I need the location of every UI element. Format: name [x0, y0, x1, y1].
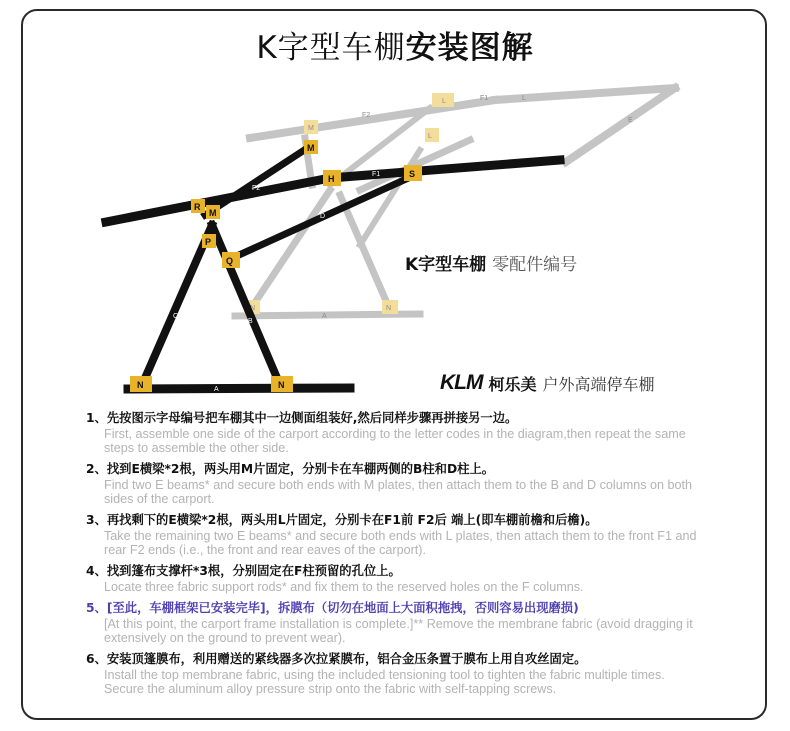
parts-label	[405, 250, 577, 275]
front-brace-m	[205, 145, 312, 215]
front-post-b	[142, 225, 212, 385]
brand	[440, 371, 655, 395]
step-6	[86, 651, 706, 698]
step-5-zh: 5、[至此，车棚框架已安装完毕]，拆膜布（切勿在地面上大面积拖拽，否则容易出现磨损)	[86, 601, 579, 615]
step-1	[86, 410, 706, 457]
label-b: B	[248, 318, 253, 325]
label-f2-back: F2	[362, 112, 371, 119]
label-e-right: E	[628, 117, 633, 124]
step-1-en: First, assemble one side of the carport according to the letter codes in the diagram,then repeat the same steps to assemble the other side.	[104, 427, 686, 455]
label-l-side: L	[428, 133, 432, 140]
step-5	[86, 600, 706, 647]
brand-tagline: 户外高端停车棚	[542, 374, 655, 394]
parts-label-normal: 零配件编号	[492, 255, 578, 275]
front-base-a	[128, 388, 350, 389]
label-m-back: M	[308, 125, 314, 132]
front-beam-f1	[330, 160, 560, 178]
label-c: C	[173, 313, 179, 320]
step-3	[86, 512, 706, 559]
step-4-en: Locate three fabric support rods* and fix them to the reserved holes on the F columns.	[104, 580, 584, 594]
step-3-en: Take the remaining two E beams* and secure both ends with L plates, then attach them to the front F1 and rear F2 ends (i.e., the front and rear eaves of the carport).	[104, 529, 697, 557]
back-frame	[235, 88, 675, 316]
label-s: S	[409, 169, 416, 179]
back-base-a	[235, 314, 420, 316]
parts-label-bold: K字型车棚	[405, 255, 487, 275]
title-normal: K字型车棚	[256, 30, 406, 66]
label-q: Q	[226, 256, 234, 266]
label-p: P	[205, 237, 212, 247]
label-r: R	[194, 202, 201, 212]
title-bold: 安装图解	[405, 30, 534, 66]
step-5-en: [At this point, the carport frame installation is complete.]** Remove the membrane fabric (avoid dragging it extensively on the ground to prevent wear).	[104, 617, 693, 645]
brand-name: 柯乐美	[488, 374, 537, 394]
step-3-zh: 3、再找剩下的E横梁*2根，两头用L片固定，分别卡在F1前 F2后 端上(即车棚前檐和后檐)。	[86, 513, 598, 527]
back-post-b	[250, 190, 330, 310]
label-a-front: A	[214, 386, 219, 393]
step-4-zh: 4、找到篷布支撑杆*3根，分别固定在F柱预留的孔位上。	[86, 564, 401, 578]
label-f1-back: F1	[480, 95, 489, 102]
label-l-back: L	[442, 98, 446, 105]
step-1-zh: 1、先按图示字母编号把车棚其中一边侧面组装好,然后同样步骤再拼接另一边。	[86, 411, 518, 425]
label-f2-front: F2	[252, 185, 261, 192]
label-f1-front: F1	[372, 171, 381, 178]
label-h: H	[328, 174, 335, 184]
instruction-steps	[86, 410, 706, 702]
brand-logo: KLM	[440, 371, 483, 394]
step-2-zh: 2、找到E横梁*2根，两头用M片固定，分别卡在车棚两侧的B柱和D柱上。	[86, 462, 495, 476]
label-a-back: A	[322, 313, 327, 320]
step-6-zh: 6、安装顶篷膜布，利用赠送的紧线器多次拉紧膜布，铝合金压条置于膜布上用自攻丝固定。	[86, 652, 587, 666]
label-m-top: M	[307, 143, 315, 153]
back-beam-f2	[250, 100, 495, 138]
label-e-front: E	[165, 176, 170, 183]
label-d: D	[320, 213, 326, 220]
step-4	[86, 563, 706, 596]
step-2-en: Find two E beams* and secure both ends with M plates, then attach them to the B and D columns on both sides of the carport.	[104, 478, 693, 506]
label-n-back-left: N	[250, 305, 256, 312]
label-n-left: N	[137, 380, 144, 390]
step-6-en: Install the top membrane fabric, using the included tensioning tool to tighten the fabric multiple times. Secure the aluminum alloy pressure strip onto the fabric with self-tapping screws.	[104, 668, 665, 696]
label-l-right: L	[522, 95, 526, 102]
label-n-back-right: N	[386, 305, 392, 312]
label-m-front: M	[209, 208, 217, 218]
step-2	[86, 461, 706, 508]
back-labels	[250, 95, 633, 320]
label-n-right: N	[278, 380, 285, 390]
right-eave-beam-e	[566, 88, 675, 162]
